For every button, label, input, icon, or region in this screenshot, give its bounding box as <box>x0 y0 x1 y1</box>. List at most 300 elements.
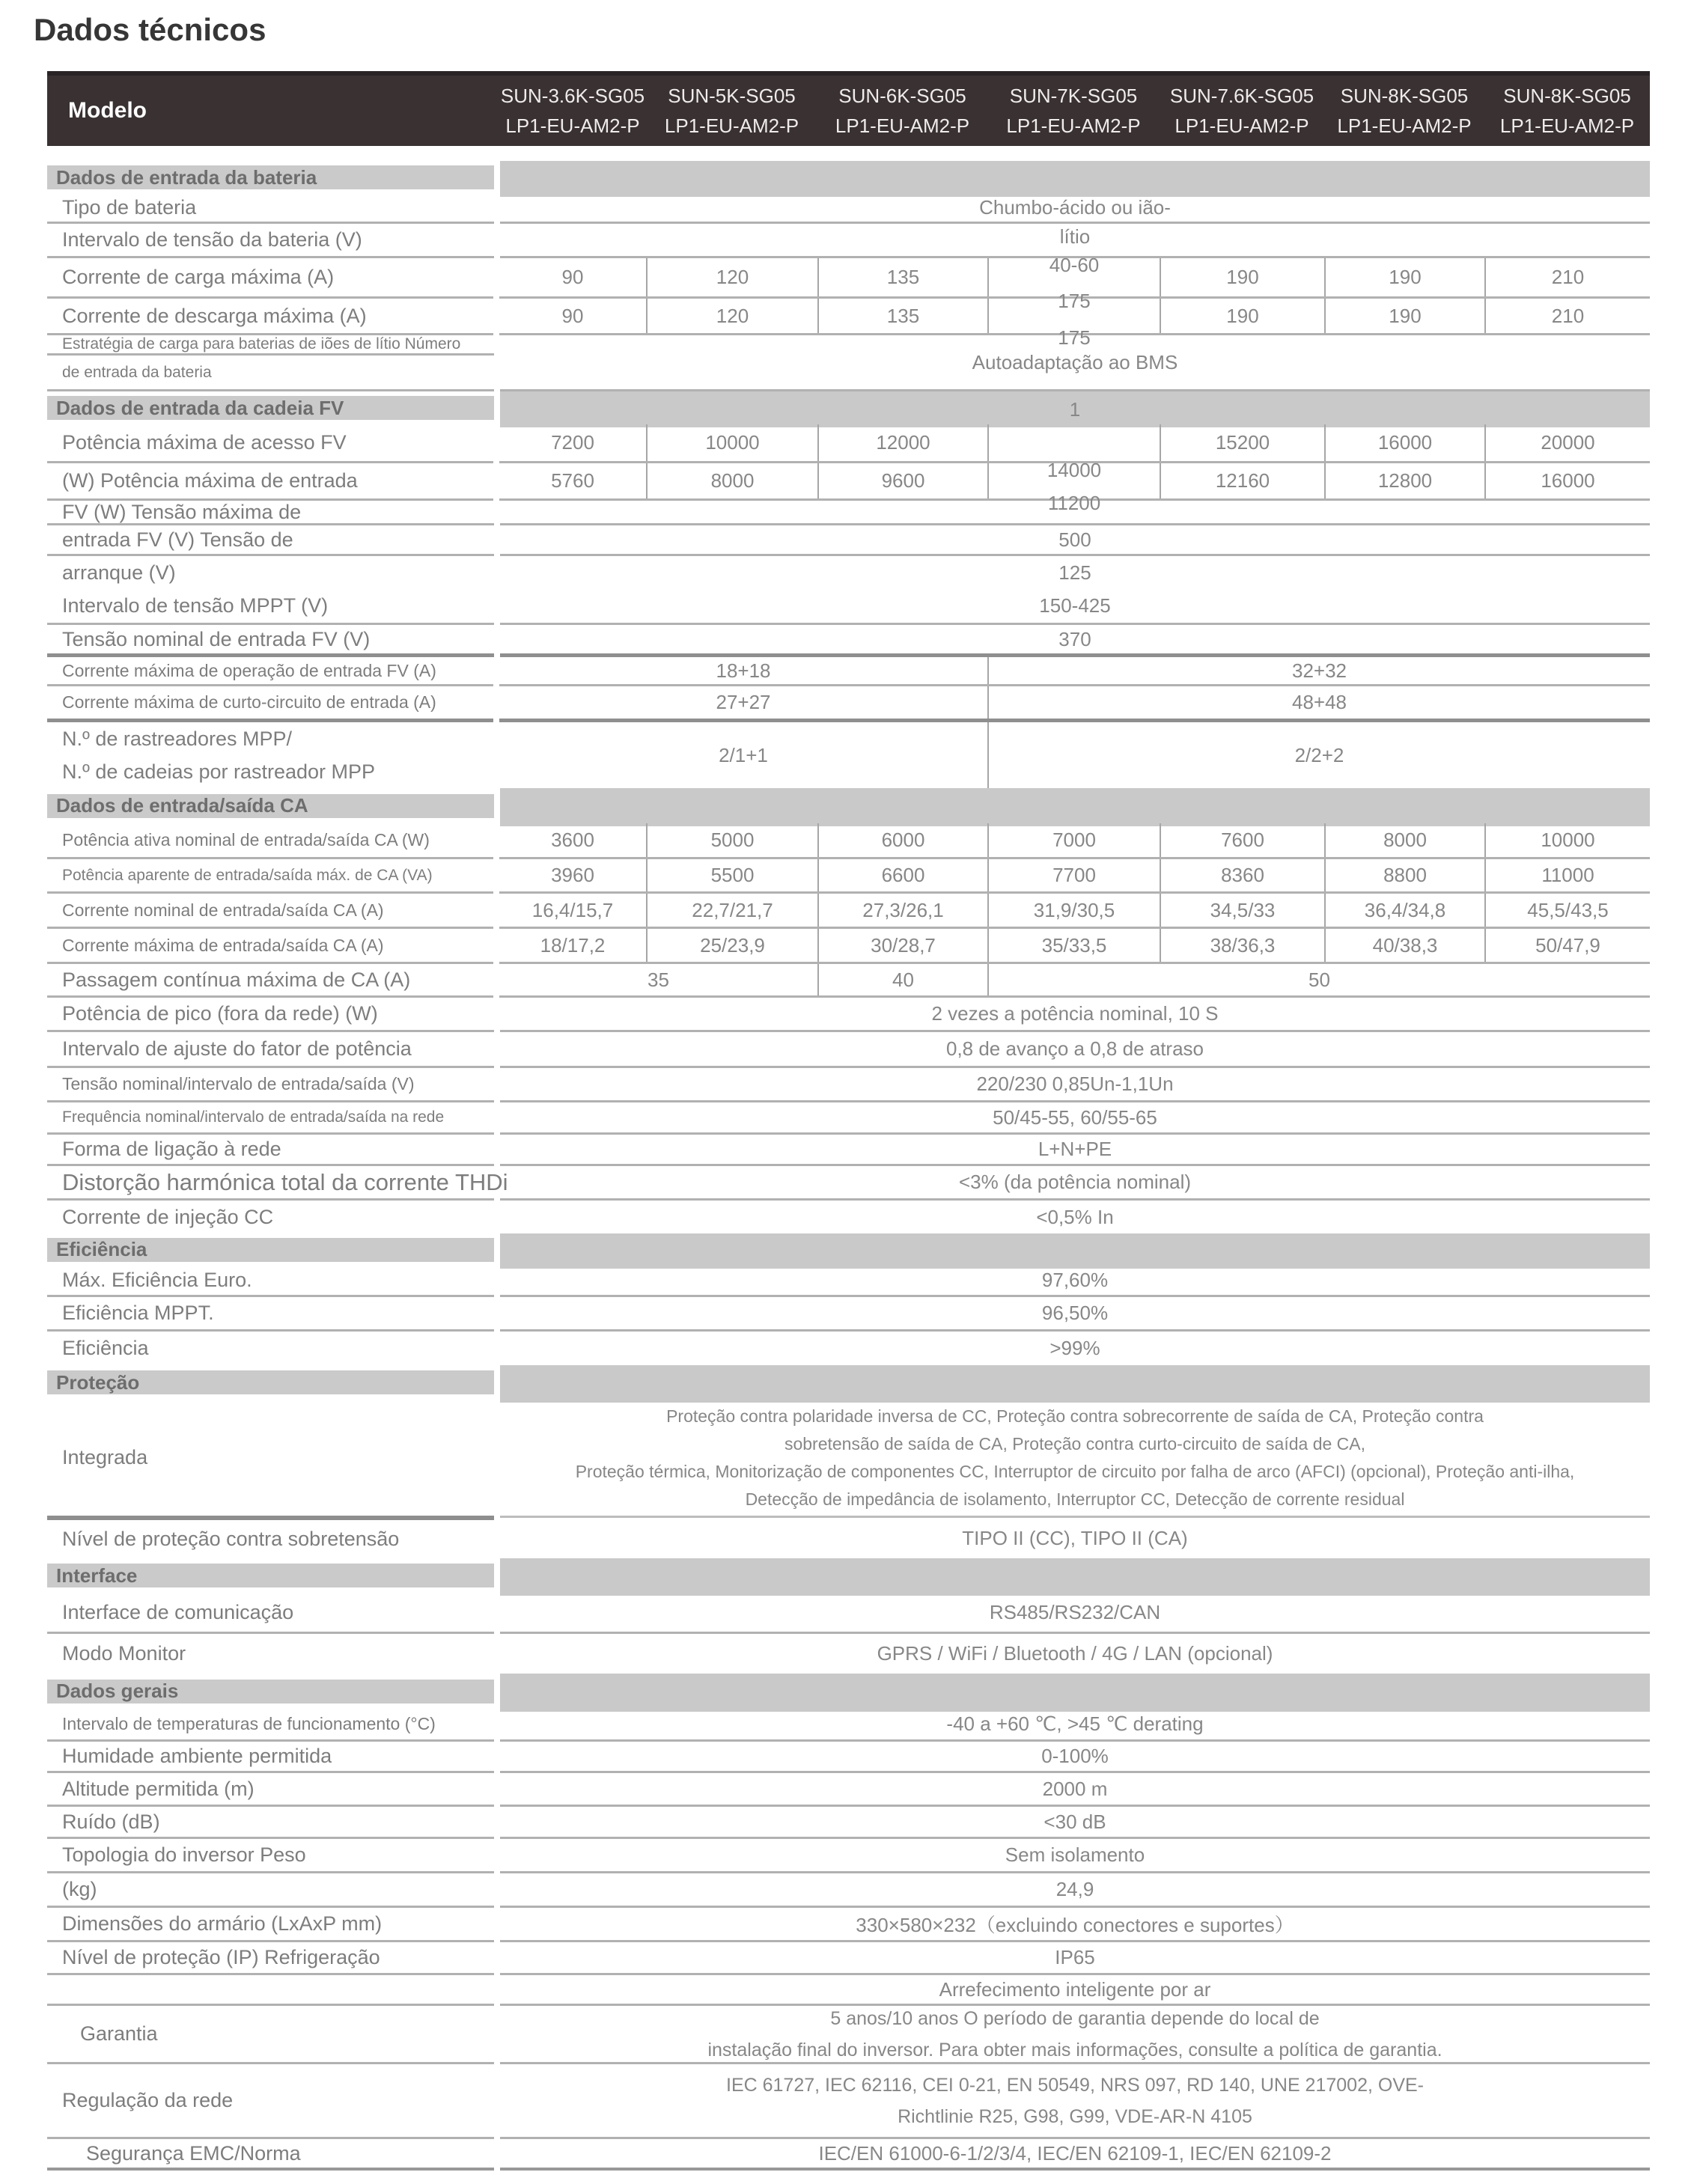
row-label: Dimensões do armário (LxAxP mm) <box>62 1912 383 1935</box>
row-label: Tensão nominal/intervalo de entrada/saída (V) <box>62 1074 415 1093</box>
label-cell-nivel-sobretensao <box>47 1516 494 1558</box>
row-label: Corrente nominal de entrada/saída CA (A) <box>62 900 384 920</box>
label-cell-entrada-fv-tensao <box>47 525 494 556</box>
cell-value: 18/17,2 <box>540 933 606 957</box>
cell-value: 22,7/21,7 <box>692 898 773 921</box>
cell-value: 8000 <box>710 469 755 492</box>
value-cell-garantia <box>500 2006 1650 2064</box>
row-arranque-mppt <box>47 556 1650 625</box>
value-col-7 <box>1484 859 1650 891</box>
model-header-label: Modelo <box>68 98 147 123</box>
value-span-2 <box>817 964 987 995</box>
row-tensao-nominal-ca <box>47 1068 1650 1102</box>
row-value: Arrefecimento inteligente por ar <box>939 1977 1211 2001</box>
cell-value: 11000 <box>1541 864 1594 886</box>
row-label: Potência aparente de entrada/saída máx. de CA (VA) <box>62 866 433 884</box>
row-label: Potência ativa nominal de entrada/saída CA (W) <box>62 830 430 849</box>
label-line-2 <box>47 590 494 623</box>
value-line-2 <box>500 590 1650 623</box>
value-span-2 <box>987 657 1650 684</box>
value-span-1 <box>499 964 817 995</box>
row-label: Eficiência MPPT. <box>62 1302 214 1324</box>
label-line-2 <box>47 755 493 788</box>
cell-value: 6000 <box>881 829 925 851</box>
cell-value: 30/28,7 <box>871 933 936 957</box>
value-cell-entrada-fv-tensao <box>500 525 1650 556</box>
model-name: SUN-8K-SG05 <box>1340 85 1469 107</box>
value-cell-eficiencia-mppt <box>500 1297 1650 1332</box>
row-value: <3% (da potência nominal) <box>958 1171 1192 1193</box>
spec-table <box>47 71 1650 2171</box>
row-label: Interface de comunicação <box>62 1600 294 1623</box>
cell-value: 12000 <box>876 431 930 454</box>
cell-value: 38/36,3 <box>1210 933 1276 957</box>
cell-value: 36,4/34,8 <box>1364 898 1446 921</box>
value-col-3 <box>817 929 987 962</box>
span-value: 2/2+2 <box>1294 743 1344 766</box>
value-col-4 <box>987 929 1160 962</box>
row-potencia-pico <box>47 998 1650 1032</box>
row-label: FV (W) Tensão máxima de <box>62 500 302 523</box>
row-fv-tensao-maxima <box>47 501 1650 525</box>
value-cell-topologia <box>500 1839 1650 1873</box>
value-cell-distorcao-thdi <box>500 1166 1650 1201</box>
cell-value: 25/23,9 <box>700 933 765 957</box>
value-cell-nivel-ip <box>500 1942 1650 1975</box>
row-label: (W) Potência máxima de entrada <box>62 469 358 492</box>
label-cell-tensao-nominal-fv <box>47 625 494 657</box>
row-label: Intervalo de tensão MPPT (V) <box>62 594 329 617</box>
label-cell-potencia-maxima-acesso-fv <box>47 424 493 463</box>
value-col-7 <box>1484 299 1650 333</box>
label-cell-corrente-carga-maxima <box>47 258 493 299</box>
row-label: Máx. Eficiência Euro. <box>62 1269 252 1291</box>
model-column-1 <box>499 76 646 146</box>
row-modo-monitor <box>47 1634 1650 1674</box>
cell-value: 40/38,3 <box>1372 933 1438 957</box>
cell-value: 135 <box>886 266 920 288</box>
cell-value: 6600 <box>881 864 925 886</box>
model-name: SUN-6K-SG05 <box>838 85 966 107</box>
row-label: (kg) <box>62 1878 97 1900</box>
cell-value: 5760 <box>551 469 594 492</box>
value-col-6 <box>1324 894 1484 927</box>
value-lines <box>500 1403 1650 1513</box>
value-col-5 <box>1160 258 1324 296</box>
label-cell-fv-tensao-maxima <box>47 501 494 525</box>
row-label: Forma de ligação à rede <box>62 1138 281 1160</box>
label-cell-section-gerais <box>47 1674 494 1709</box>
row-value: Chumbo-ácido ou ião- <box>979 196 1171 219</box>
model-suffix: LP1-EU-AM2-P <box>1006 115 1141 137</box>
value-cell-peso-kg <box>500 1873 1650 1908</box>
value-col-1 <box>499 859 646 891</box>
cell-value: 190 <box>1226 266 1259 288</box>
label-cell-tipo-bateria <box>47 194 494 224</box>
cell-value: 31,9/30,5 <box>1033 898 1115 921</box>
row-label: Estratégia de carga para baterias de iões de lítio Número <box>62 335 461 353</box>
value-col-6 <box>1324 929 1484 962</box>
value-cell-humidade <box>500 1742 1650 1773</box>
label-cell-section-protecao <box>47 1365 494 1400</box>
span-value: 40 <box>892 968 914 991</box>
row-label: Tensão nominal de entrada FV (V) <box>62 627 371 650</box>
label-cell-distorcao-thdi <box>47 1166 508 1201</box>
value-cell-forma-ligacao <box>500 1135 1650 1166</box>
value-cell-nivel-sobretensao <box>500 1516 1650 1558</box>
label-cell-section-fv <box>47 391 494 424</box>
label-cell-max-eficiencia-euro <box>47 1266 494 1297</box>
row-potencia-ativa-nominal <box>47 823 1650 859</box>
value-col-5 <box>1160 859 1324 891</box>
model-name: SUN-7K-SG05 <box>1009 85 1138 107</box>
row-label: Segurança EMC/Norma <box>86 2141 301 2165</box>
row-section-bateria <box>47 161 1650 194</box>
value-col-6 <box>1324 823 1484 857</box>
label-cell-frequencia-nominal <box>47 1102 494 1135</box>
label-cell-corrente-descarga-maxima <box>47 299 493 335</box>
section-bar-band <box>500 788 1650 826</box>
cell-value: 12800 <box>1377 469 1433 492</box>
cell-value: 210 <box>1551 266 1585 288</box>
cell-value: 12160 <box>1215 469 1270 492</box>
cell-value: 3960 <box>551 864 594 886</box>
span-value: 2/1+1 <box>719 743 768 766</box>
cell-value: 10000 <box>705 431 760 454</box>
value-col-3 <box>817 894 987 927</box>
label-cell-fator-potencia <box>47 1032 494 1068</box>
label-cell-corrente-curto-circuito <box>47 686 493 722</box>
span-value: 48+48 <box>1291 691 1347 713</box>
value-col-2 <box>646 299 817 333</box>
section-bar-band <box>500 161 1650 197</box>
row-section-fv <box>47 391 1650 424</box>
row-garantia <box>47 2006 1650 2064</box>
value-cell-potencia-pico <box>500 998 1650 1032</box>
row-distorcao-thdi <box>47 1166 1650 1201</box>
header-gap <box>47 146 1650 161</box>
row-value: <0,5% In <box>1036 1205 1114 1228</box>
row-label: Intervalo de ajuste do fator de potência <box>62 1037 412 1060</box>
section-bar-band <box>500 1674 1650 1712</box>
row-frequencia-nominal <box>47 1102 1650 1135</box>
value-cell-fator-potencia <box>500 1032 1650 1068</box>
cell-value: 9600 <box>881 469 925 492</box>
row-value: 24,9 <box>1055 1878 1094 1900</box>
cell-value: 90 <box>561 304 584 327</box>
cell-value: 190 <box>1389 304 1422 327</box>
row-max-eficiencia-euro <box>47 1266 1650 1297</box>
value-col-5 <box>1160 299 1324 333</box>
row-corrente-curto-circuito <box>47 686 1650 722</box>
value-cell-potencia-aparente <box>499 859 1650 894</box>
section-bar-label: Dados de entrada da bateria <box>47 165 494 189</box>
value-cell-tipo-bateria <box>500 194 1650 224</box>
row-value: GPRS / WiFi / Bluetooth / 4G / LAN (opcional) <box>877 1642 1273 1665</box>
label-cell-passagem-continua <box>47 964 493 998</box>
model-suffix: LP1-EU-AM2-P <box>1175 115 1309 137</box>
value-line: IEC 61727, IEC 62116, CEI 0-21, EN 50549, NRS 097, RD 140, UNE 217002, OVE- <box>726 2074 1424 2096</box>
value-col-7 <box>1484 463 1650 498</box>
row-label: Passagem contínua máxima de CA (A) <box>62 968 411 991</box>
cell-value: 210 <box>1551 304 1585 327</box>
row-value: 150-425 <box>1039 594 1111 617</box>
row-eficiencia-geral <box>47 1332 1650 1365</box>
table-body <box>47 161 1650 2171</box>
row-section-interface <box>47 1558 1650 1593</box>
label-cell-intervalo-tensao-bateria <box>47 224 494 258</box>
value-line: Richtlinie R25, G98, G99, VDE-AR-N 4105 <box>898 2105 1252 2127</box>
row-fator-potencia <box>47 1032 1650 1068</box>
cell-value: 7200 <box>551 431 594 454</box>
label-line-1 <box>47 556 494 590</box>
section-bar-band <box>500 391 1650 427</box>
row-potencia-aparente <box>47 859 1650 894</box>
row-altitude <box>47 1773 1650 1807</box>
label-cell-corrente-maxima-ca <box>47 929 493 964</box>
row-value: 96,50% <box>1041 1302 1109 1324</box>
section-bar-band <box>500 1233 1650 1269</box>
row-value: TIPO II (CC), TIPO II (CA) <box>962 1526 1188 1549</box>
model-name: SUN-3.6K-SG05 <box>500 85 645 107</box>
value-col-7 <box>1484 929 1650 962</box>
value-cell-potencia-maxima-entrada <box>499 459 1650 514</box>
row-label: Tipo de bateria <box>62 196 197 219</box>
value-col-2 <box>646 424 817 461</box>
value-col-2 <box>646 463 817 498</box>
row-label: Nível de proteção (IP) Refrigeração <box>62 1946 380 1968</box>
row-seguranca-emc <box>47 2139 1650 2171</box>
row-forma-ligacao <box>47 1135 1650 1166</box>
row-label: Corrente de injeção CC <box>62 1205 274 1228</box>
label-cell-rastreadores-mpp <box>47 722 493 788</box>
model-suffix: LP1-EU-AM2-P <box>1499 115 1635 137</box>
value-cell-eficiencia-geral <box>500 1332 1650 1365</box>
page-title: Dados técnicos <box>34 12 266 47</box>
value-col-6 <box>1324 859 1484 891</box>
value-col-6 <box>1324 424 1484 461</box>
row-label: Topologia do inversor Peso <box>62 1843 306 1866</box>
row-corrente-injecao-cc <box>47 1201 1650 1233</box>
label-cell-potencia-maxima-entrada <box>47 463 493 501</box>
value-col-6 <box>1324 299 1484 333</box>
cell-value-bottom: 175 <box>1058 290 1091 312</box>
value-span-1 <box>499 686 987 719</box>
cell-value: 190 <box>1226 304 1259 327</box>
row-label: N.º de cadeias por rastreador MPP <box>62 760 376 783</box>
value-col-1 <box>499 929 646 962</box>
value-cell-intervalo-temperaturas <box>500 1709 1650 1742</box>
row-label: entrada FV (V) Tensão de <box>62 528 293 551</box>
cell-value: 45,5/43,5 <box>1527 898 1609 921</box>
label-cell-integrada <box>47 1400 494 1516</box>
row-label: arranque (V) <box>62 561 176 584</box>
cell-value: 16000 <box>1377 431 1433 454</box>
label-cell-seguranca-emc <box>47 2139 494 2171</box>
model-suffix: LP1-EU-AM2-P <box>835 115 970 137</box>
label-cell-section-bateria <box>47 161 494 194</box>
row-label: Ruído (dB) <box>62 1810 160 1833</box>
value-col-2 <box>646 823 817 857</box>
cell-value: 3600 <box>551 829 594 851</box>
section-bar-band <box>500 1365 1650 1403</box>
value-col-1 <box>499 299 646 333</box>
value-cell-tensao-nominal-fv <box>500 625 1650 657</box>
row-label-2: de entrada da bateria <box>62 363 212 381</box>
model-column-2 <box>646 76 817 146</box>
label-cell-section-eficiencia <box>47 1233 494 1266</box>
row-value: IP65 <box>1055 1946 1095 1968</box>
value-cell-max-eficiencia-euro <box>500 1266 1650 1297</box>
cell-value: 50/47,9 <box>1535 933 1600 957</box>
label-line-1 <box>47 335 494 356</box>
cell-value: 16000 <box>1541 469 1595 492</box>
row-arrefecimento <box>47 1975 1650 2006</box>
value-line: sobretensão de saída de CA, Proteção contra curto-circuito de saída de CA, <box>784 1433 1366 1454</box>
value-span-3 <box>987 964 1650 995</box>
row-interface-comunicacao <box>47 1593 1650 1634</box>
value-col-6 <box>1324 258 1484 296</box>
label-cell-section-ca <box>47 788 494 823</box>
value-lines <box>500 2003 1650 2066</box>
row-label: Integrada <box>62 1446 148 1468</box>
section-bar-label: Interface <box>47 1564 494 1587</box>
row-label: Frequência nominal/intervalo de entrada/saída na rede <box>62 1108 445 1126</box>
row-label: Corrente máxima de curto-circuito de entrada (A) <box>62 692 436 712</box>
value-col-1 <box>499 894 646 927</box>
cell-value-bottom: 175 <box>1058 326 1091 349</box>
label-cell-topologia <box>47 1839 494 1873</box>
value-col-5 <box>1160 463 1324 498</box>
value-cell-ruido <box>500 1807 1650 1839</box>
row-corrente-nominal-ca <box>47 894 1650 929</box>
label-cell-altitude <box>47 1773 494 1807</box>
row-nivel-ip <box>47 1942 1650 1975</box>
row-value: >99% <box>1049 1337 1100 1359</box>
section-bar-label: Eficiência <box>47 1238 494 1262</box>
value-cell-seguranca-emc <box>500 2139 1650 2171</box>
span-value: 35 <box>648 968 669 991</box>
model-column-3 <box>817 76 987 146</box>
row-value: 370 <box>1058 627 1091 650</box>
row-value: 0-100% <box>1041 1745 1109 1767</box>
row-label: Intervalo de temperaturas de funcionamento (°C) <box>62 1714 436 1733</box>
label-cell-estrategia-carga <box>47 335 494 391</box>
label-cell-ruido <box>47 1807 494 1839</box>
row-corrente-operacao-fv <box>47 657 1650 686</box>
row-value: 125 <box>1058 561 1091 584</box>
value-col-1 <box>499 424 646 461</box>
value-cell-tensao-nominal-ca <box>500 1068 1650 1102</box>
value-cell-corrente-carga-maxima <box>499 254 1650 312</box>
label-cell-forma-ligacao <box>47 1135 494 1166</box>
cell-value-top: 14000 <box>1046 459 1102 481</box>
row-integrada <box>47 1400 1650 1516</box>
label-cell-corrente-operacao-fv <box>47 657 493 686</box>
row-value: 500 <box>1058 528 1091 551</box>
cell-value: 20000 <box>1541 431 1595 454</box>
row-entrada-fv-tensao <box>47 525 1650 556</box>
row-topologia <box>47 1839 1650 1873</box>
cell-value: 8360 <box>1221 864 1264 886</box>
row-value: Sem isolamento <box>1005 1843 1145 1866</box>
value-col-4 <box>987 823 1160 857</box>
value-col-4 <box>987 424 1160 461</box>
section-bar-label: Proteção <box>47 1370 494 1394</box>
span-value: 32+32 <box>1291 659 1347 682</box>
value-col-6 <box>1324 463 1484 498</box>
label-cell-garantia <box>47 2006 494 2064</box>
model-header-row <box>47 71 1650 146</box>
value-cell-corrente-curto-circuito <box>499 686 1650 722</box>
value-cell-rastreadores-mpp <box>499 722 1650 788</box>
value-col-2 <box>646 258 817 296</box>
value-col-2 <box>646 894 817 927</box>
value-cell-corrente-nominal-ca <box>499 894 1650 929</box>
cell-value: 7600 <box>1221 829 1264 851</box>
value-span-1 <box>499 722 987 788</box>
value-col-1 <box>499 463 646 498</box>
row-intervalo-tensao-bateria <box>47 224 1650 258</box>
row-label: Potência máxima de acesso FV <box>62 431 347 454</box>
row-label: Intervalo de tensão da bateria (V) <box>62 228 362 251</box>
row-label: Nível de proteção contra sobretensão <box>62 1528 400 1550</box>
row-label: Distorção harmónica total da corrente THDi <box>62 1168 508 1195</box>
value-col-5 <box>1160 929 1324 962</box>
row-tipo-bateria <box>47 194 1650 224</box>
section-bar-label: Dados de entrada/saída CA <box>47 794 494 818</box>
value-col-3 <box>817 299 987 333</box>
cell-value: 10000 <box>1541 829 1595 851</box>
value-col-5 <box>1160 823 1324 857</box>
value-col-7 <box>1484 894 1650 927</box>
cell-value: 34,5/33 <box>1210 898 1276 921</box>
cell-value: 8800 <box>1383 864 1427 886</box>
value-col-7 <box>1484 823 1650 857</box>
value-col-1 <box>499 258 646 296</box>
model-suffix: LP1-EU-AM2-P <box>505 115 640 137</box>
value-cell-interface-comunicacao <box>500 1593 1650 1634</box>
span-value: 18+18 <box>716 659 771 682</box>
row-potencia-maxima-acesso-fv <box>47 424 1650 463</box>
value-col-2 <box>646 929 817 962</box>
row-value: 2 vezes a potência nominal, 10 S <box>931 1002 1219 1025</box>
label-line-1 <box>47 722 493 755</box>
row-label: Humidade ambiente permitida <box>62 1745 332 1767</box>
value-col-4 <box>987 859 1160 891</box>
value-col-1 <box>499 823 646 857</box>
value-col-4 <box>987 254 1160 312</box>
label-cell-potencia-pico <box>47 998 494 1032</box>
row-corrente-maxima-ca <box>47 929 1650 964</box>
value-line: Proteção térmica, Monitorização de componentes CC, Interruptor de circuito por falha de arco (AFCI) (opcional), Proteção anti-ilha, <box>575 1461 1575 1481</box>
label-cell-potencia-aparente <box>47 859 493 894</box>
row-section-gerais <box>47 1674 1650 1709</box>
value-span-2 <box>987 686 1650 719</box>
model-column-4 <box>987 76 1160 146</box>
label-cell-potencia-ativa-nominal <box>47 823 493 859</box>
label-cell-tensao-nominal-ca <box>47 1068 494 1102</box>
row-value: Autoadaptação ao BMS <box>972 350 1178 373</box>
label-cell-intervalo-temperaturas <box>47 1709 494 1742</box>
label-cell-interface-comunicacao <box>47 1593 494 1634</box>
value-cell-arranque-mppt <box>500 556 1650 625</box>
label-cell-nivel-ip <box>47 1942 494 1975</box>
cell-value: 8000 <box>1383 829 1427 851</box>
value-cell-potencia-ativa-nominal <box>499 823 1650 859</box>
section-bar-label: Dados de entrada da cadeia FV <box>47 396 494 420</box>
label-cell-dimensoes <box>47 1908 494 1942</box>
